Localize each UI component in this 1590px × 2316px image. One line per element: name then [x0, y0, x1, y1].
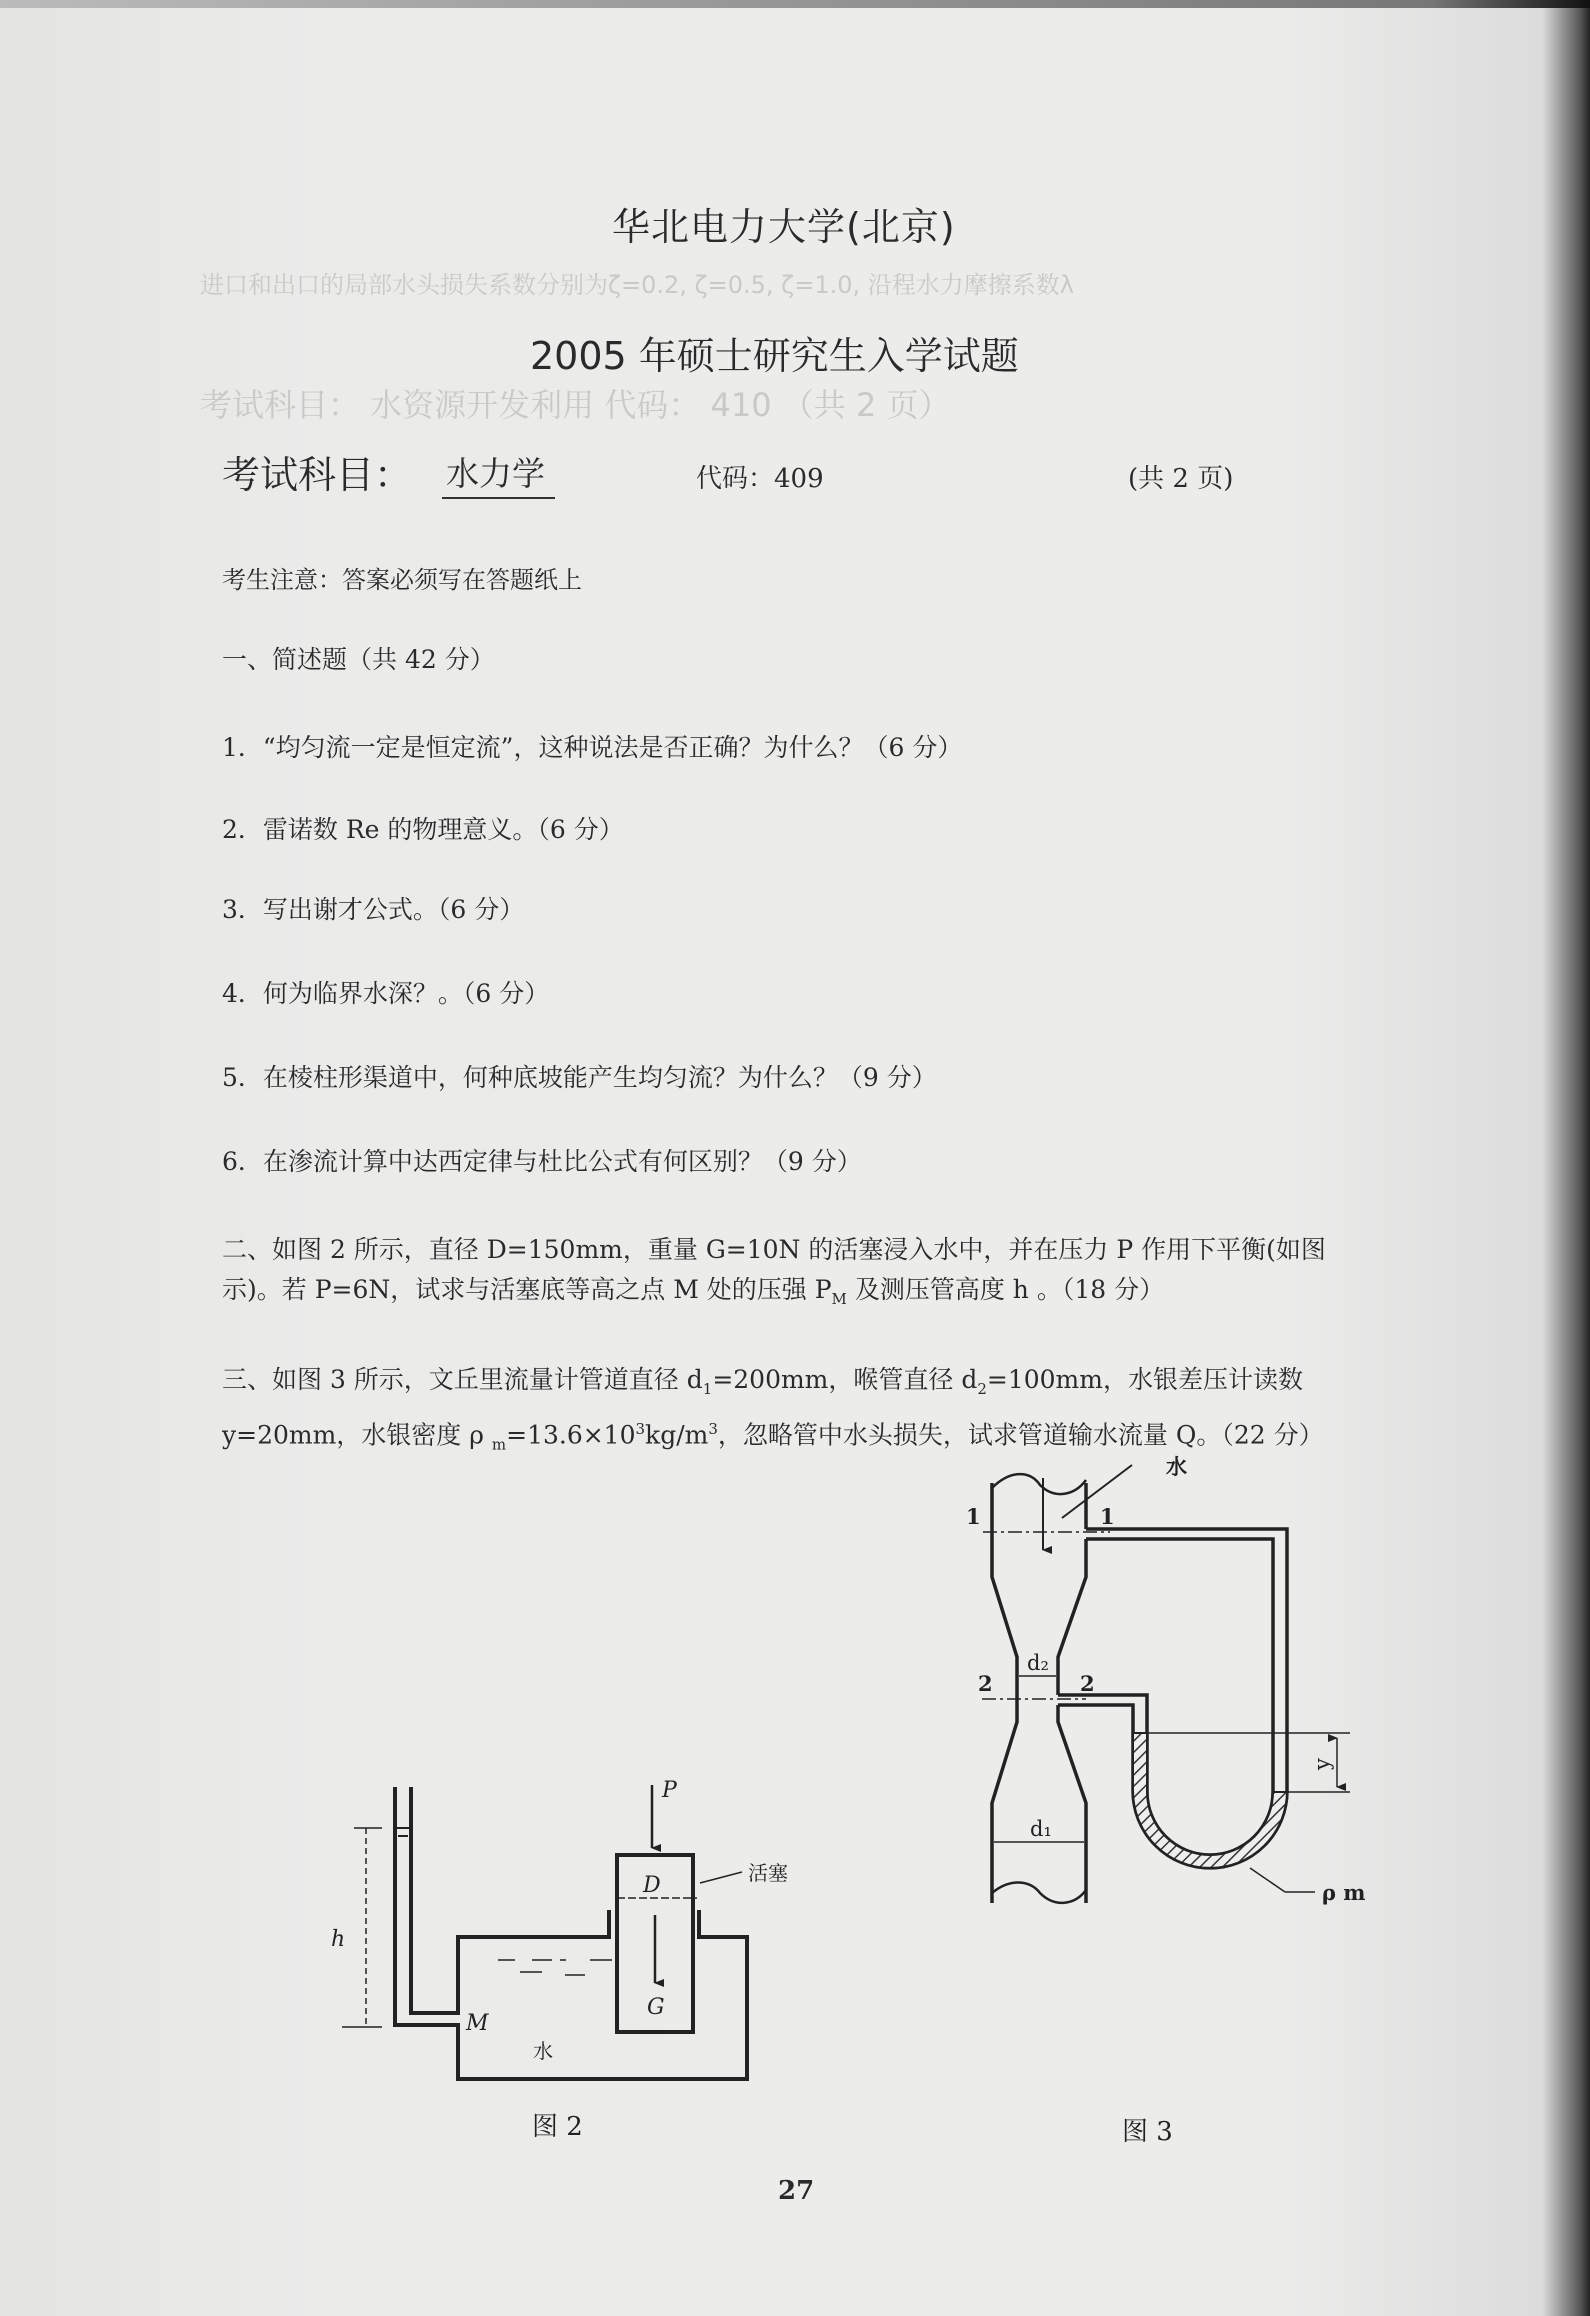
water-surface [498, 1960, 612, 1975]
fig2-label-h: h [331, 1927, 346, 1952]
figure-3-caption: 图 3 [1122, 2117, 1173, 2147]
bleed-through: 考试科目： 水资源开发利用 代码： 410 （共 2 页） [200, 386, 951, 424]
pipe-break-top [992, 1474, 1086, 1494]
manometer-outer [1058, 1529, 1287, 1868]
fig2-label-water: 水 [533, 2039, 553, 2063]
question-item: 3．写出谢才公式。（6 分） [222, 895, 525, 924]
fig2-label-d: D [643, 1873, 661, 1898]
exam-title: 2005 年硕士研究生入学试题 [530, 334, 1019, 378]
page-count: (共 2 页) [1128, 464, 1234, 494]
question-item: 4．何为临界水深？。（6 分） [222, 979, 550, 1008]
page-number: 27 [778, 2176, 815, 2206]
university-title: 华北电力大学(北京) [612, 205, 956, 249]
pipe-break-bottom [992, 1882, 1086, 1902]
figure-2-piston-diagram [342, 1785, 747, 2079]
subject-label: 考试科目： [222, 453, 413, 497]
figure-2-caption: 图 2 [532, 2112, 583, 2142]
subject-code: 代码：409 [696, 464, 824, 494]
section3-question: 三、如图 3 所示，文丘里流量计管道直径 $d_1=200mm$，喉管直径 $d_2=100mm$，水银差压计读数 y=20mm，水银密度 ρ $_m=13.6\times 10^3kg/m^3$，忽略管中水头损失，试求管道输水流量 Q。（22 分） [222, 1365, 1324, 1454]
section1-heading: 一、简述题（共 42 分） [222, 645, 495, 674]
fig2-label-piston: 活塞 [748, 1861, 788, 1885]
fig3-label-section1-left: 1 [966, 1504, 981, 1529]
venturi-left-wall [992, 1483, 1017, 1903]
fig3-label-section1-right: 1 [1100, 1504, 1115, 1529]
fig3-label-rho-m: ρ m [1322, 1880, 1366, 1905]
fig3-label-d2: d₂ [1027, 1651, 1049, 1675]
question-item: 2．雷诺数 Re 的物理意义。（6 分） [222, 815, 624, 844]
question-item: 6．在渗流计算中达西定律与杜比公式有何区别？（9 分） [222, 1147, 862, 1176]
exam-notice: 考生注意：答案必须写在答题纸上 [222, 566, 582, 594]
section2-question: 二、如图 2 所示，直径 D=150mm，重量 G=10N 的活塞浸入水中，并在压力 P 作用下平衡(如图示)。若 P=6N，试求与活塞底等高之点 M 处的压强 $P_M$ 及测压管高度 h 。（18 分） [222, 1235, 1326, 1308]
fig2-label-p: P [662, 1778, 677, 1803]
fig2-label-g: G [647, 1995, 665, 2020]
question-item: 5．在棱柱形渠道中，何种底坡能产生均匀流？为什么？（9 分） [222, 1063, 937, 1092]
piston-leader [700, 1872, 742, 1883]
fig3-label-d1: d₁ [1030, 1817, 1052, 1841]
fig3-label-water: 水 [1166, 1455, 1187, 1479]
question-item: 1．“均匀流一定是恒定流”，这种说法是否正确？为什么？（6 分） [222, 733, 963, 762]
bleed-through: 进口和出口的局部水头损失系数分别为ζ=0.2, ζ=0.5, ζ=1.0, 沿程水力摩擦系数λ [200, 271, 1074, 299]
piezometer-tube [411, 1787, 609, 2013]
fig3-label-section2-right: 2 [1080, 1671, 1095, 1696]
subject-value: 水力学 [442, 448, 555, 499]
fig2-label-m: M [466, 2011, 489, 2036]
manometer-inner [1058, 1539, 1273, 1855]
fig3-label-section2-left: 2 [978, 1671, 993, 1696]
fig3-label-y: y [1310, 1758, 1334, 1770]
